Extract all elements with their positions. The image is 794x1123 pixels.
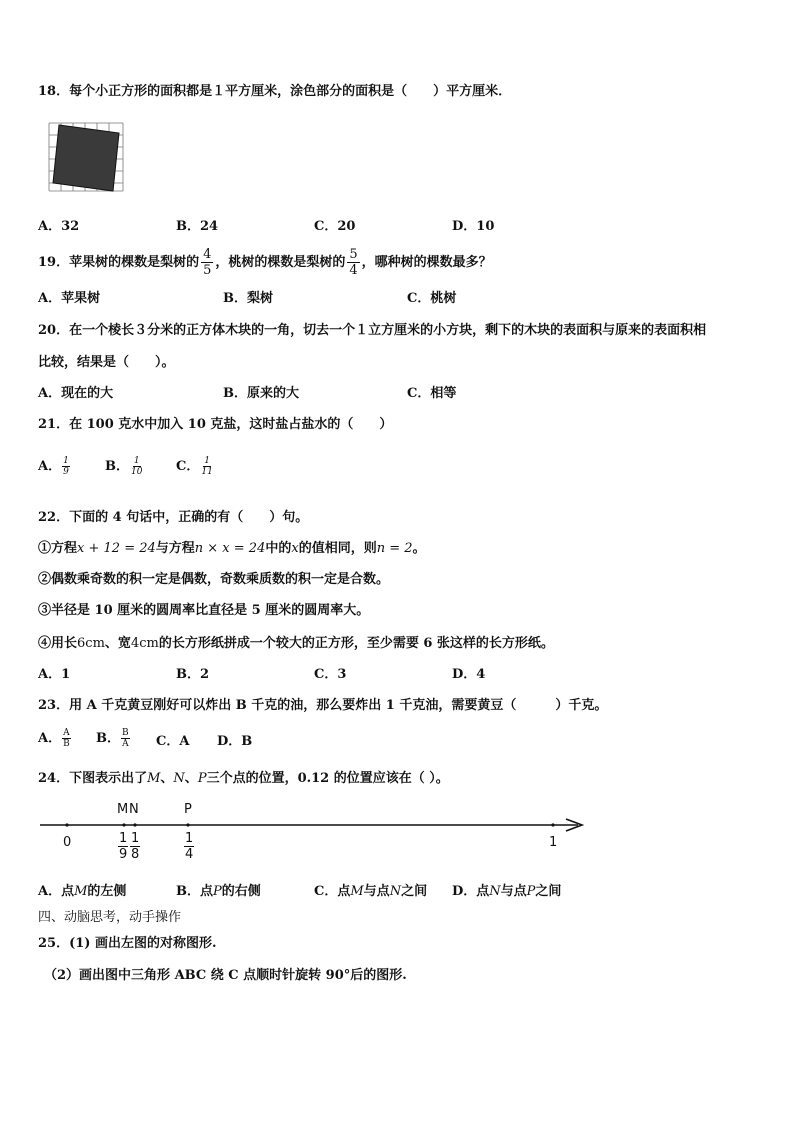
q23-option-c[interactable]: C．A — [156, 734, 190, 749]
q22-statement-2: ②偶数乘奇数的积一定是偶数，奇数乘质数的积一定是合数。 — [38, 572, 390, 587]
q22-statement-4: ④用长6cm、宽4cm的长方形纸拼成一个较大的正方形，至少需要 6 张这样的长方形纸。 — [38, 636, 554, 651]
q18-option-d[interactable]: D．10 — [452, 219, 495, 234]
q22-mark-4: ④ — [38, 636, 52, 651]
q22-statement-1: ①方程x + 12 = 24与方程n × x = 24中的x的值相同，则n = 2。 — [38, 541, 426, 556]
q21-stem: 21．在 100 克水中加入 10 克盐，这时盐占盐水的（ ） — [38, 417, 393, 432]
q18-option-a[interactable]: A．32 — [38, 219, 80, 234]
q23-option-a[interactable]: A． $\frac{A}{B}$ — [38, 728, 70, 749]
q22-stem: 22．下面的 4 句话中，正确的有（ ）句。 — [38, 510, 309, 525]
q21-option-a[interactable]: A． $\frac{1}{9}$ — [38, 456, 69, 477]
q23-option-d[interactable]: D．B — [217, 734, 253, 749]
q23-fraction-a: $\frac{A}{B}$ — [63, 728, 70, 749]
zero-label: 0 — [63, 835, 72, 850]
q19-text-b: ，桃树的棵数是梨树的 — [215, 255, 346, 270]
q20-option-a[interactable]: A．现在的大 — [38, 386, 114, 401]
point-m-label: M — [117, 802, 129, 817]
q25-part2: （2）画出图中三角形 ABC 绕 C 点顺时针旋转 90°后的图形. — [44, 968, 407, 983]
fraction-n: 1 8 — [131, 831, 140, 862]
q20-option-c[interactable]: C．相等 — [407, 386, 457, 401]
q23-option-b[interactable]: B． $\frac{B}{A}$ — [96, 728, 129, 749]
q22-mark-2: ② — [38, 572, 52, 587]
q21-fraction-c: $\frac{1}{11}$ — [201, 456, 213, 477]
q24-stem: 24．下图表示出了M、N、P三个点的位置，0.12 的位置应该在（ ）。 — [38, 771, 449, 786]
q22-option-c[interactable]: C．3 — [314, 667, 347, 682]
q18-option-b[interactable]: B．24 — [176, 219, 219, 234]
q21-option-c[interactable]: C． $\frac{1}{11}$ — [176, 456, 213, 477]
q19-option-c[interactable]: C．桃树 — [407, 291, 457, 306]
q22-option-b[interactable]: B．2 — [176, 667, 210, 682]
fraction-p: 1 4 — [185, 831, 194, 862]
number-line — [38, 800, 598, 872]
q18-option-c[interactable]: C．20 — [314, 219, 356, 234]
q19-text-c: ，哪种树的棵数最多？ — [361, 255, 492, 270]
q19-option-a[interactable]: A．苹果树 — [38, 291, 101, 306]
q19-fraction-apple: $\frac{4}{5}$ — [203, 247, 212, 278]
q19-option-b[interactable]: B．梨树 — [223, 291, 273, 306]
q22-option-d[interactable]: D．4 — [452, 667, 486, 682]
q24-option-c[interactable]: C．点M与点N之间 — [314, 884, 428, 899]
q22-option-a[interactable]: A．1 — [38, 667, 71, 682]
q19-stem — [38, 247, 492, 279]
q21-option-b[interactable]: B． $\frac{1}{10}$ — [105, 456, 143, 477]
q25-part1: 25．(1) 画出左图的对称图形. — [38, 936, 217, 951]
q23-stem: 23．用 A 千克黄豆刚好可以炸出 B 千克的油，那么要炸出 1 千克油，需要黄豆（ ）千克。 — [38, 698, 608, 713]
section-heading: 四、动脑思考，动手操作 — [38, 910, 182, 925]
point-p-label: P — [184, 802, 192, 817]
q22-statement-3: ③半径是 10 厘米的圆周率比直径是 5 厘米的圆周率大。 — [38, 603, 370, 618]
q24-option-a[interactable]: A．点M的左侧 — [38, 884, 127, 899]
q22-mark-3: ③ — [38, 603, 52, 618]
q23-fraction-b: $\frac{B}{A}$ — [122, 728, 129, 749]
q24-option-b[interactable]: B．点P的右侧 — [176, 884, 261, 899]
q19-text-a: 19．苹果树的棵数是梨树的 — [38, 255, 200, 270]
q19-fraction-peach: $\frac{5}{4}$ — [349, 247, 358, 278]
grid-figure — [47, 121, 125, 193]
q22-mark-1: ① — [38, 541, 52, 556]
q24-option-d[interactable]: D．点N与点P之间 — [452, 884, 562, 899]
q18-stem: 18．每个小正方形的面积都是１平方厘米，涂色部分的面积是（ ）平方厘米． — [38, 84, 512, 99]
one-label: 1 — [549, 835, 558, 850]
q20-option-b[interactable]: B．原来的大 — [223, 386, 299, 401]
fraction-m: 1 9 — [119, 831, 128, 862]
q20-stem-line2: 比较，结果是（ ）。 — [38, 355, 175, 370]
q21-fraction-a: $\frac{1}{9}$ — [63, 456, 69, 477]
q20-stem-line1: 20．在一个棱长３分米的正方体木块的一角，切去一个１立方厘米的小方块，剩下的木块的表面积与原来的表面积相 — [38, 323, 707, 338]
q21-fraction-b: $\frac{1}{10}$ — [131, 456, 143, 477]
point-n-label: N — [129, 802, 139, 817]
